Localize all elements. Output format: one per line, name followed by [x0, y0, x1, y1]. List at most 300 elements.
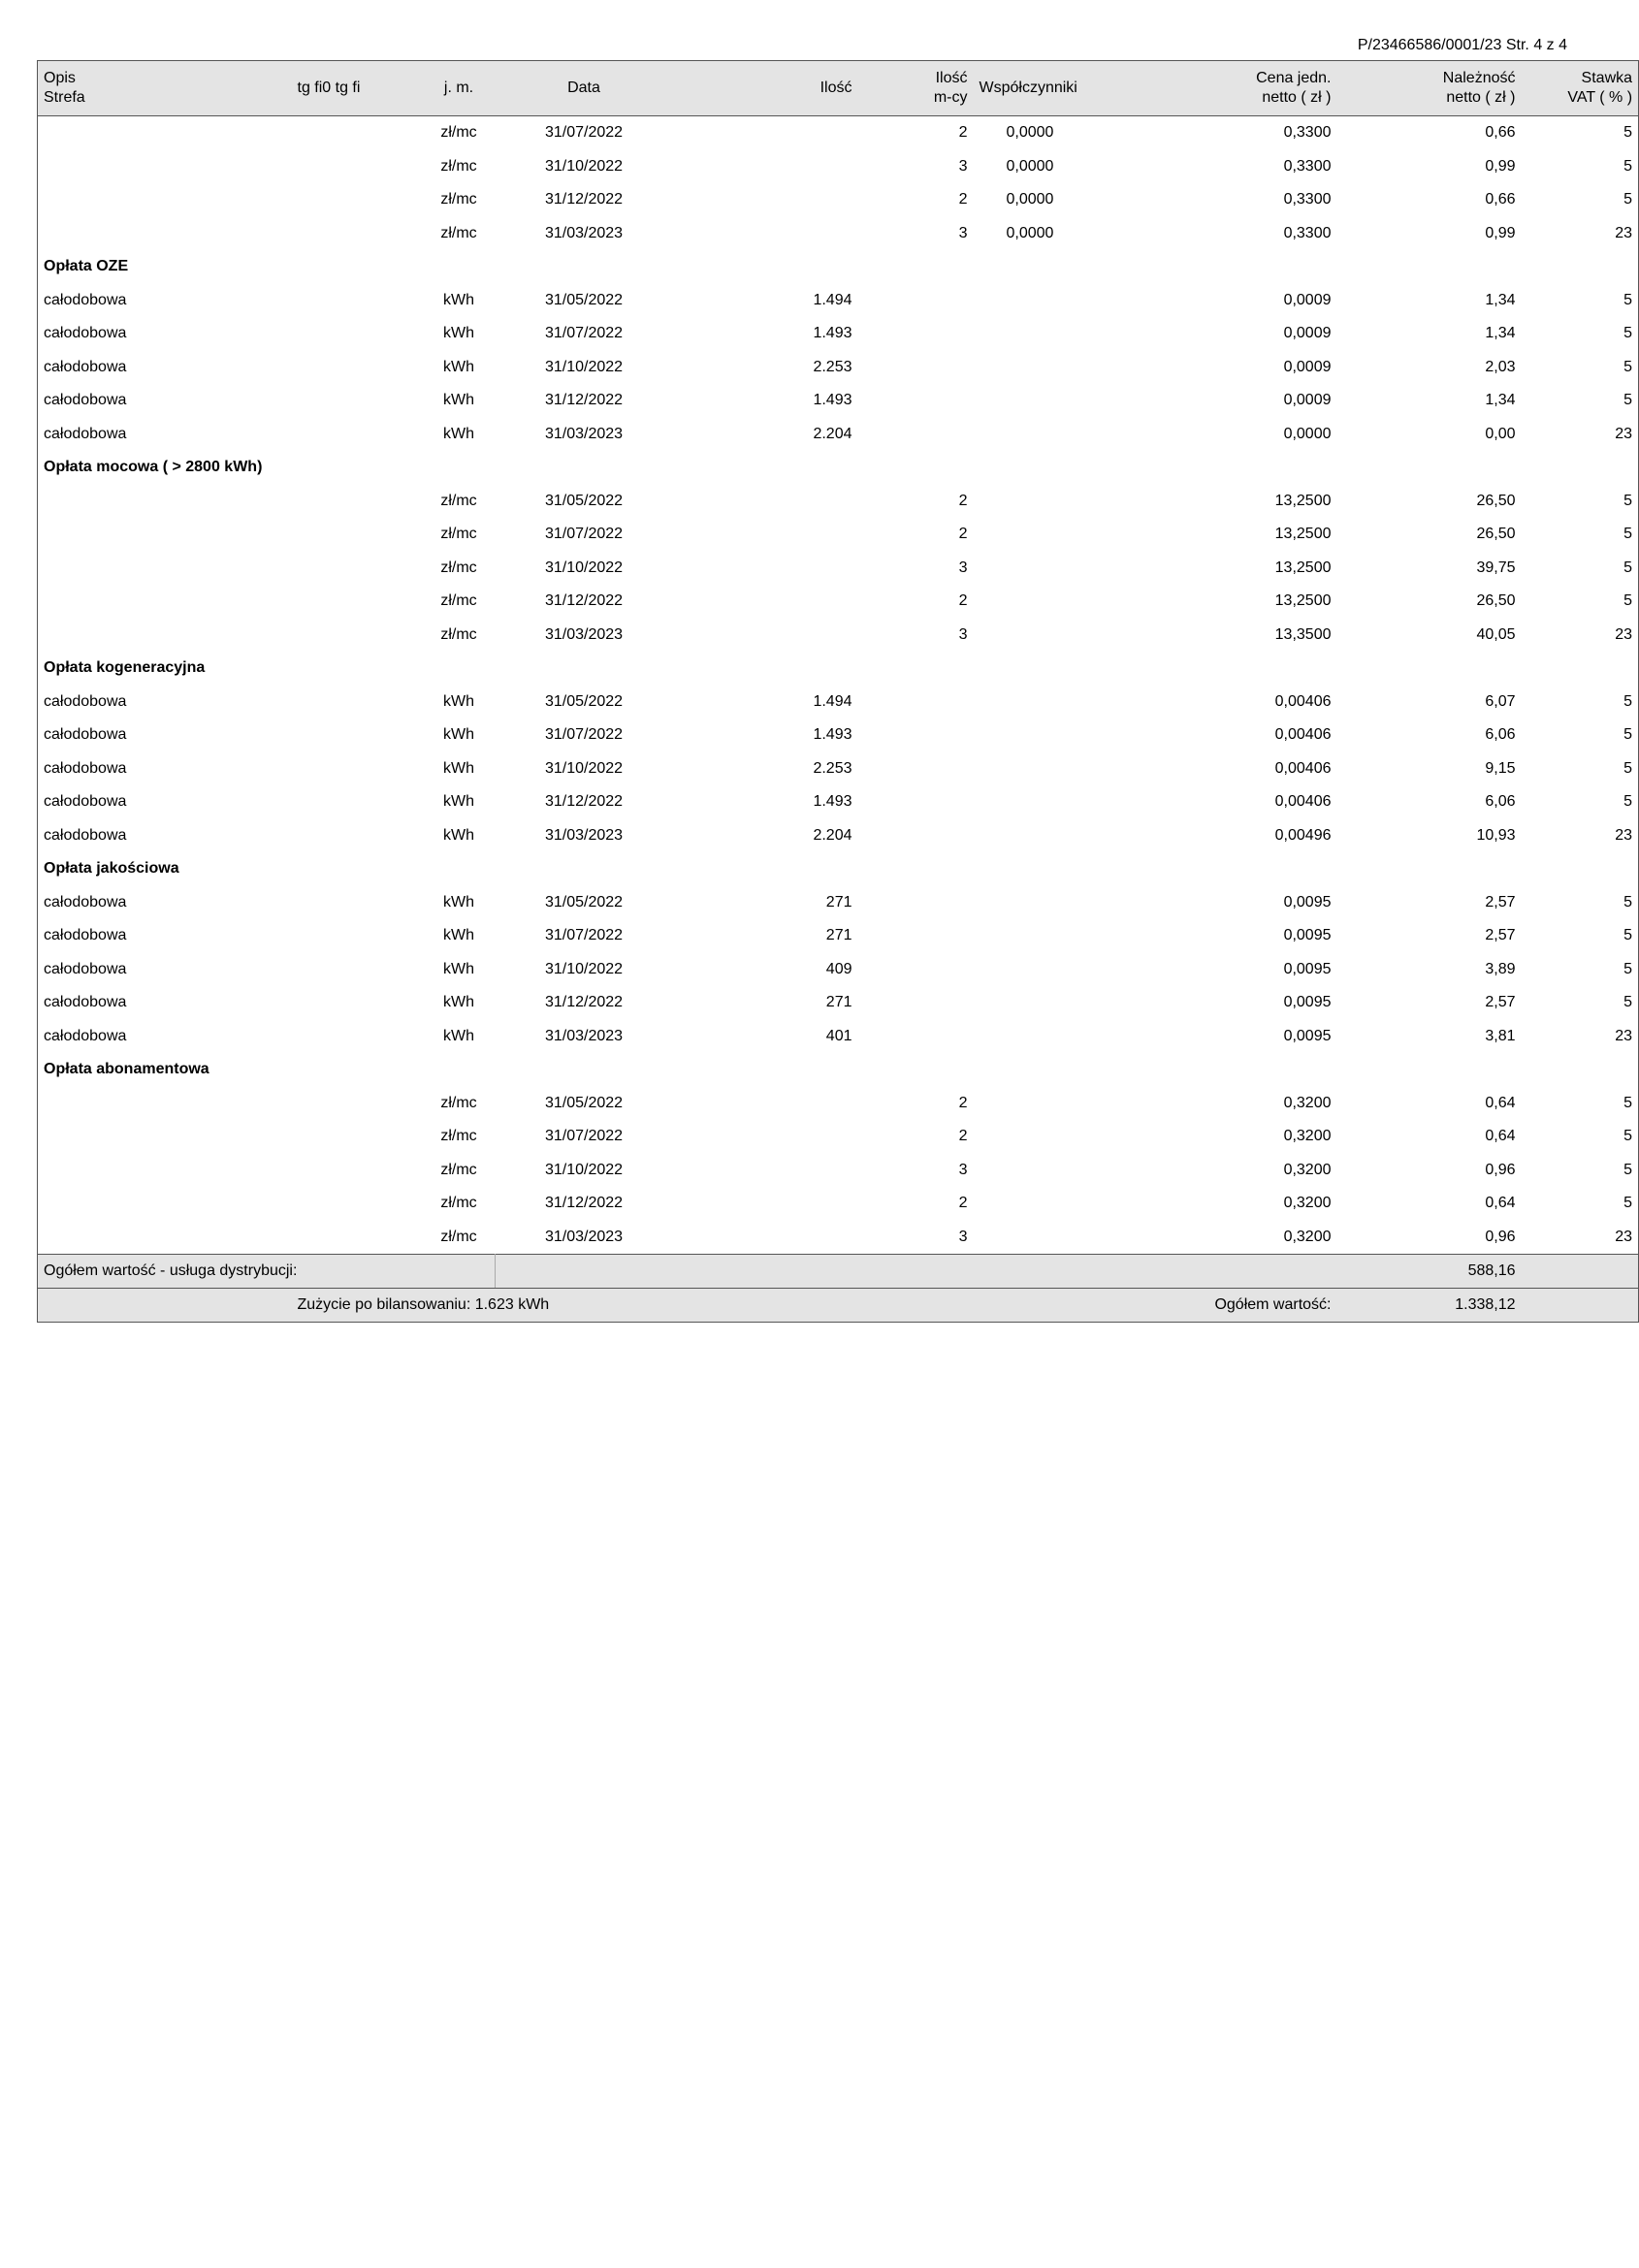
cell-wspolczynniki [974, 686, 1153, 719]
section-header-row [38, 1053, 1639, 1087]
cell-cena: 0,3300 [1283, 157, 1332, 175]
cell-wspolczynniki [974, 619, 1153, 653]
cell-jm: zł/mc [440, 1128, 477, 1145]
cell-cena: 0,0095 [1283, 1027, 1332, 1044]
cell-opis: całodobowa [38, 953, 292, 987]
cell-tg [292, 886, 423, 920]
cell-jm: kWh [443, 726, 474, 744]
cell-ilosc: 2.204 [813, 826, 852, 844]
cell-ilosc [673, 1187, 858, 1221]
section-title: Opłata kogeneracyjna [38, 652, 1639, 686]
table-row [38, 116, 1639, 150]
cell-opis: całodobowa [38, 1020, 292, 1054]
header-wspolczynniki: Współczynniki [974, 61, 1153, 116]
table-row [38, 1187, 1639, 1221]
cell-cena: 13,3500 [1274, 625, 1332, 643]
cell-data: 31/05/2022 [544, 692, 624, 710]
cell-ilosc-mcy: 2 [958, 1195, 968, 1212]
cell-vat: 5 [1522, 585, 1639, 619]
cell-ilosc: 2.204 [813, 425, 852, 442]
cell-cena: 13,2500 [1274, 526, 1332, 543]
cell-ilosc-mcy [858, 785, 974, 819]
cell-ilosc: 1.493 [813, 793, 852, 811]
cell-jm: kWh [443, 994, 474, 1011]
cell-naleznosc: 9,15 [1485, 759, 1516, 777]
cell-naleznosc: 0,64 [1485, 1094, 1516, 1111]
cell-data: 31/03/2023 [544, 1027, 624, 1044]
cell-data: 31/07/2022 [544, 927, 624, 944]
cell-ilosc-mcy [858, 351, 974, 385]
cell-ilosc: 409 [825, 960, 852, 977]
cell-ilosc-mcy [858, 384, 974, 418]
cell-tg [292, 752, 423, 786]
cell-tg [292, 284, 423, 318]
cell-naleznosc: 26,50 [1476, 526, 1516, 543]
cell-jm: zł/mc [440, 1161, 477, 1178]
cell-data: 31/07/2022 [544, 1128, 624, 1145]
table-row [38, 752, 1639, 786]
cell-naleznosc: 2,03 [1485, 358, 1516, 375]
table-row [38, 1120, 1639, 1154]
cell-ilosc [673, 585, 858, 619]
cell-cena: 0,0009 [1283, 392, 1332, 409]
cell-naleznosc: 10,93 [1476, 826, 1516, 844]
cell-ilosc: 1.494 [813, 291, 852, 308]
cell-ilosc: 271 [825, 994, 852, 1011]
cell-wspolczynniki [974, 819, 1153, 853]
cell-naleznosc: 1,34 [1485, 325, 1516, 342]
cell-jm: zł/mc [440, 1228, 477, 1245]
table-row [38, 986, 1639, 1020]
table-row [38, 619, 1639, 653]
cell-data: 31/12/2022 [544, 1195, 624, 1212]
table-row [38, 518, 1639, 552]
cell-tg [292, 217, 423, 251]
cell-vat: 5 [1522, 183, 1639, 217]
cell-tg [292, 1020, 423, 1054]
cell-tg [292, 919, 423, 953]
cell-ilosc [673, 518, 858, 552]
table-row [38, 384, 1639, 418]
section-header-row [38, 852, 1639, 886]
table-row [38, 1154, 1639, 1188]
cell-cena: 0,00496 [1274, 826, 1332, 844]
cell-ilosc [673, 552, 858, 586]
table-row [38, 150, 1639, 184]
cell-tg [292, 183, 423, 217]
distribution-total-row [38, 1255, 1639, 1289]
cell-wspolczynniki [974, 284, 1153, 318]
cell-wspolczynniki: 0,0000 [1006, 191, 1054, 208]
cell-vat: 5 [1522, 1154, 1639, 1188]
cell-tg [292, 418, 423, 452]
cell-cena: 0,3200 [1283, 1094, 1332, 1111]
cell-opis [38, 552, 292, 586]
section-title: Opłata OZE [38, 250, 1639, 284]
cell-ilosc [673, 1154, 858, 1188]
cell-tg [292, 317, 423, 351]
table-row [38, 552, 1639, 586]
cell-wspolczynniki [974, 485, 1153, 519]
cell-data: 31/03/2023 [544, 425, 624, 442]
distribution-total-label: Ogółem wartość - usługa dystrybucji: [38, 1255, 496, 1289]
cell-opis: całodobowa [38, 384, 292, 418]
cell-jm: kWh [443, 826, 474, 844]
cell-wspolczynniki [974, 1187, 1153, 1221]
header-tg: tg fi0 tg fi [292, 61, 423, 116]
cell-data: 31/03/2023 [544, 826, 624, 844]
cell-opis: całodobowa [38, 785, 292, 819]
cell-vat: 5 [1522, 552, 1639, 586]
cell-ilosc-mcy: 3 [958, 157, 968, 175]
cell-naleznosc: 3,89 [1485, 960, 1516, 977]
cell-ilosc: 1.493 [813, 325, 852, 342]
table-body [38, 116, 1639, 1255]
cell-cena: 0,00406 [1274, 759, 1332, 777]
cell-opis: całodobowa [38, 719, 292, 752]
cell-wspolczynniki [974, 986, 1153, 1020]
cell-ilosc [673, 485, 858, 519]
cell-naleznosc: 0,99 [1485, 224, 1516, 241]
cell-ilosc-mcy: 3 [958, 1228, 968, 1245]
cell-vat: 5 [1522, 953, 1639, 987]
cell-vat: 23 [1522, 217, 1639, 251]
cell-wspolczynniki [974, 1087, 1153, 1121]
cell-naleznosc: 0,96 [1485, 1161, 1516, 1178]
cell-tg [292, 1221, 423, 1255]
cell-ilosc-mcy: 2 [958, 492, 968, 509]
cell-data: 31/12/2022 [544, 793, 624, 811]
cell-tg [292, 552, 423, 586]
header-naleznosc: Należność netto ( zł ) [1337, 61, 1522, 116]
cell-opis [38, 217, 292, 251]
table-row [38, 418, 1639, 452]
cell-naleznosc: 26,50 [1476, 592, 1516, 610]
cell-cena: 13,2500 [1274, 492, 1332, 509]
cell-cena: 0,0095 [1283, 994, 1332, 1011]
cell-data: 31/12/2022 [544, 392, 624, 409]
cell-naleznosc: 3,81 [1485, 1027, 1516, 1044]
cell-ilosc-mcy [858, 317, 974, 351]
cell-ilosc [673, 1120, 858, 1154]
cell-opis: całodobowa [38, 819, 292, 853]
cell-ilosc [673, 1087, 858, 1121]
cell-vat: 5 [1522, 919, 1639, 953]
cell-ilosc-mcy [858, 953, 974, 987]
section-header-row [38, 451, 1639, 485]
cell-naleznosc: 2,57 [1485, 927, 1516, 944]
cell-opis: całodobowa [38, 686, 292, 719]
distribution-vat-spacer [1522, 1255, 1639, 1289]
cell-jm: zł/mc [440, 625, 477, 643]
cell-wspolczynniki [974, 919, 1153, 953]
table-row [38, 217, 1639, 251]
cell-tg [292, 819, 423, 853]
cell-jm: zł/mc [440, 124, 477, 142]
cell-naleznosc: 2,57 [1485, 893, 1516, 910]
cell-jm: kWh [443, 759, 474, 777]
cell-opis [38, 619, 292, 653]
cell-tg [292, 986, 423, 1020]
cell-ilosc [673, 116, 858, 150]
cell-cena: 0,3300 [1283, 191, 1332, 208]
header-jm: j. m. [423, 61, 496, 116]
cell-opis [38, 585, 292, 619]
distribution-spacer [496, 1255, 1337, 1289]
table-row [38, 719, 1639, 752]
cell-tg [292, 953, 423, 987]
cell-tg [292, 1120, 423, 1154]
header-ilosc-mcy: Ilość m-cy [858, 61, 974, 116]
cell-vat: 23 [1522, 619, 1639, 653]
cell-wspolczynniki [974, 886, 1153, 920]
table-row [38, 819, 1639, 853]
cell-data: 31/05/2022 [544, 893, 624, 910]
cell-tg [292, 719, 423, 752]
cell-vat: 5 [1522, 284, 1639, 318]
header-ilosc: Ilość [673, 61, 858, 116]
cell-jm: kWh [443, 960, 474, 977]
table-row [38, 1087, 1639, 1121]
cell-vat: 5 [1522, 116, 1639, 150]
cell-ilosc: 271 [825, 927, 852, 944]
cell-data: 31/12/2022 [544, 592, 624, 610]
cell-cena: 0,3200 [1283, 1195, 1332, 1212]
cell-ilosc-mcy [858, 986, 974, 1020]
cell-wspolczynniki [974, 1020, 1153, 1054]
cell-data: 31/10/2022 [544, 960, 624, 977]
cell-data: 31/12/2022 [544, 994, 624, 1011]
cell-cena: 0,00406 [1274, 793, 1332, 811]
cell-wspolczynniki [974, 1221, 1153, 1255]
cell-jm: zł/mc [440, 157, 477, 175]
cell-data: 31/10/2022 [544, 358, 624, 375]
grand-total-row [38, 1289, 1639, 1323]
cell-jm: kWh [443, 927, 474, 944]
cell-ilosc-mcy: 2 [958, 526, 968, 543]
cell-jm: zł/mc [440, 526, 477, 543]
cell-data: 31/10/2022 [544, 1161, 624, 1178]
cell-ilosc: 2.253 [813, 759, 852, 777]
usage-after-balancing: Zużycie po bilansowaniu: 1.623 kWh [292, 1289, 974, 1323]
cell-vat: 5 [1522, 785, 1639, 819]
cell-wspolczynniki [974, 719, 1153, 752]
cell-ilosc-mcy: 2 [958, 1094, 968, 1111]
cell-opis: całodobowa [38, 351, 292, 385]
table-row [38, 485, 1639, 519]
cell-wspolczynniki [974, 785, 1153, 819]
cell-wspolczynniki [974, 518, 1153, 552]
cell-vat: 5 [1522, 986, 1639, 1020]
cell-opis [38, 1187, 292, 1221]
cell-vat: 5 [1522, 317, 1639, 351]
cell-ilosc: 1.493 [813, 726, 852, 744]
cell-opis: całodobowa [38, 919, 292, 953]
cell-cena: 0,0009 [1283, 325, 1332, 342]
cell-naleznosc: 0,66 [1485, 191, 1516, 208]
cell-vat: 5 [1522, 719, 1639, 752]
cell-vat: 5 [1522, 1087, 1639, 1121]
cell-opis [38, 1154, 292, 1188]
cell-wspolczynniki: 0,0000 [1006, 157, 1054, 175]
cell-wspolczynniki [974, 317, 1153, 351]
cell-opis: całodobowa [38, 752, 292, 786]
cell-cena: 0,0095 [1283, 927, 1332, 944]
cell-naleznosc: 2,57 [1485, 994, 1516, 1011]
cell-ilosc-mcy: 3 [958, 224, 968, 241]
cell-vat: 23 [1522, 1020, 1639, 1054]
cell-ilosc-mcy: 2 [958, 191, 968, 208]
cell-ilosc-mcy: 3 [958, 1161, 968, 1178]
cell-vat: 5 [1522, 150, 1639, 184]
cell-ilosc: 401 [825, 1027, 852, 1044]
section-title: Opłata abonamentowa [38, 1053, 1639, 1087]
grand-total-label: Ogółem wartość: [974, 1289, 1337, 1323]
cell-data: 31/05/2022 [544, 492, 624, 509]
cell-opis [38, 183, 292, 217]
cell-ilosc-mcy [858, 1020, 974, 1054]
cell-tg [292, 1154, 423, 1188]
page-reference: P/23466586/0001/23 Str. 4 z 4 [1357, 37, 1567, 53]
invoice-table [37, 60, 1639, 1323]
cell-wspolczynniki [974, 351, 1153, 385]
cell-wspolczynniki [974, 1120, 1153, 1154]
cell-cena: 13,2500 [1274, 559, 1332, 576]
cell-jm: zł/mc [440, 191, 477, 208]
cell-ilosc: 1.493 [813, 392, 852, 409]
cell-tg [292, 351, 423, 385]
cell-ilosc-mcy: 2 [958, 124, 968, 142]
cell-ilosc-mcy [858, 284, 974, 318]
cell-wspolczynniki [974, 384, 1153, 418]
table-row [38, 351, 1639, 385]
cell-jm: kWh [443, 392, 474, 409]
cell-cena: 0,0095 [1283, 893, 1332, 910]
cell-data: 31/05/2022 [544, 1094, 624, 1111]
cell-opis [38, 1221, 292, 1255]
cell-jm: zł/mc [440, 559, 477, 576]
cell-naleznosc: 0,64 [1485, 1128, 1516, 1145]
cell-jm: kWh [443, 1027, 474, 1044]
cell-ilosc: 271 [825, 893, 852, 910]
cell-naleznosc: 39,75 [1476, 559, 1516, 576]
cell-ilosc-mcy [858, 919, 974, 953]
cell-opis: całodobowa [38, 418, 292, 452]
cell-opis: całodobowa [38, 886, 292, 920]
cell-naleznosc: 0,96 [1485, 1228, 1516, 1245]
table-row [38, 953, 1639, 987]
cell-data: 31/10/2022 [544, 559, 624, 576]
cell-ilosc [673, 619, 858, 653]
cell-ilosc-mcy [858, 752, 974, 786]
cell-data: 31/07/2022 [544, 124, 624, 142]
section-header-row [38, 250, 1639, 284]
cell-wspolczynniki [974, 552, 1153, 586]
cell-tg [292, 150, 423, 184]
cell-naleznosc: 40,05 [1476, 625, 1516, 643]
cell-naleznosc: 0,99 [1485, 157, 1516, 175]
cell-cena: 0,0000 [1283, 425, 1332, 442]
cell-vat: 23 [1522, 1221, 1639, 1255]
section-title: Opłata jakościowa [38, 852, 1639, 886]
cell-ilosc: 1.494 [813, 692, 852, 710]
cell-vat: 5 [1522, 518, 1639, 552]
cell-jm: zł/mc [440, 1094, 477, 1111]
cell-cena: 0,0095 [1283, 960, 1332, 977]
cell-naleznosc: 0,64 [1485, 1195, 1516, 1212]
section-header-row [38, 652, 1639, 686]
cell-tg [292, 1187, 423, 1221]
cell-opis: całodobowa [38, 317, 292, 351]
cell-vat: 5 [1522, 485, 1639, 519]
cell-wspolczynniki: 0,0000 [1006, 124, 1054, 142]
cell-ilosc [673, 1221, 858, 1255]
cell-ilosc-mcy [858, 719, 974, 752]
cell-vat: 5 [1522, 752, 1639, 786]
cell-opis [38, 518, 292, 552]
cell-data: 31/10/2022 [544, 157, 624, 175]
cell-jm: kWh [443, 793, 474, 811]
grand-total-value: 1.338,12 [1337, 1289, 1522, 1323]
cell-vat: 23 [1522, 819, 1639, 853]
cell-jm: kWh [443, 893, 474, 910]
cell-ilosc [673, 183, 858, 217]
cell-data: 31/07/2022 [544, 726, 624, 744]
cell-cena: 0,3300 [1283, 224, 1332, 241]
cell-vat: 5 [1522, 384, 1639, 418]
table-row [38, 1221, 1639, 1255]
cell-data: 31/12/2022 [544, 191, 624, 208]
header-data: Data [496, 61, 673, 116]
cell-cena: 0,3200 [1283, 1161, 1332, 1178]
cell-vat: 23 [1522, 418, 1639, 452]
header-opis-strefa: Opis Strefa [38, 61, 292, 116]
cell-tg [292, 619, 423, 653]
cell-cena: 0,3200 [1283, 1228, 1332, 1245]
cell-data: 31/10/2022 [544, 759, 624, 777]
cell-cena: 13,2500 [1274, 592, 1332, 610]
cell-ilosc-mcy: 3 [958, 559, 968, 576]
cell-opis [38, 150, 292, 184]
cell-ilosc [673, 217, 858, 251]
cell-jm: kWh [443, 692, 474, 710]
table-row [38, 919, 1639, 953]
cell-ilosc-mcy [858, 819, 974, 853]
cell-naleznosc: 0,66 [1485, 124, 1516, 142]
table-row [38, 886, 1639, 920]
grand-total-vat-spacer [1522, 1289, 1639, 1323]
cell-vat: 5 [1522, 1120, 1639, 1154]
cell-tg [292, 785, 423, 819]
grand-total-spacer [38, 1289, 292, 1323]
cell-cena: 0,3200 [1283, 1128, 1332, 1145]
cell-naleznosc: 26,50 [1476, 492, 1516, 509]
table-header-row [38, 61, 1639, 116]
table-row [38, 183, 1639, 217]
cell-jm: zł/mc [440, 224, 477, 241]
cell-ilosc-mcy: 2 [958, 1128, 968, 1145]
cell-ilosc-mcy [858, 418, 974, 452]
cell-tg [292, 518, 423, 552]
cell-tg [292, 384, 423, 418]
table-row [38, 585, 1639, 619]
cell-data: 31/03/2023 [544, 224, 624, 241]
cell-vat: 5 [1522, 1187, 1639, 1221]
cell-ilosc [673, 150, 858, 184]
cell-tg [292, 585, 423, 619]
section-title: Opłata mocowa ( > 2800 kWh) [38, 451, 1639, 485]
cell-jm: zł/mc [440, 492, 477, 509]
